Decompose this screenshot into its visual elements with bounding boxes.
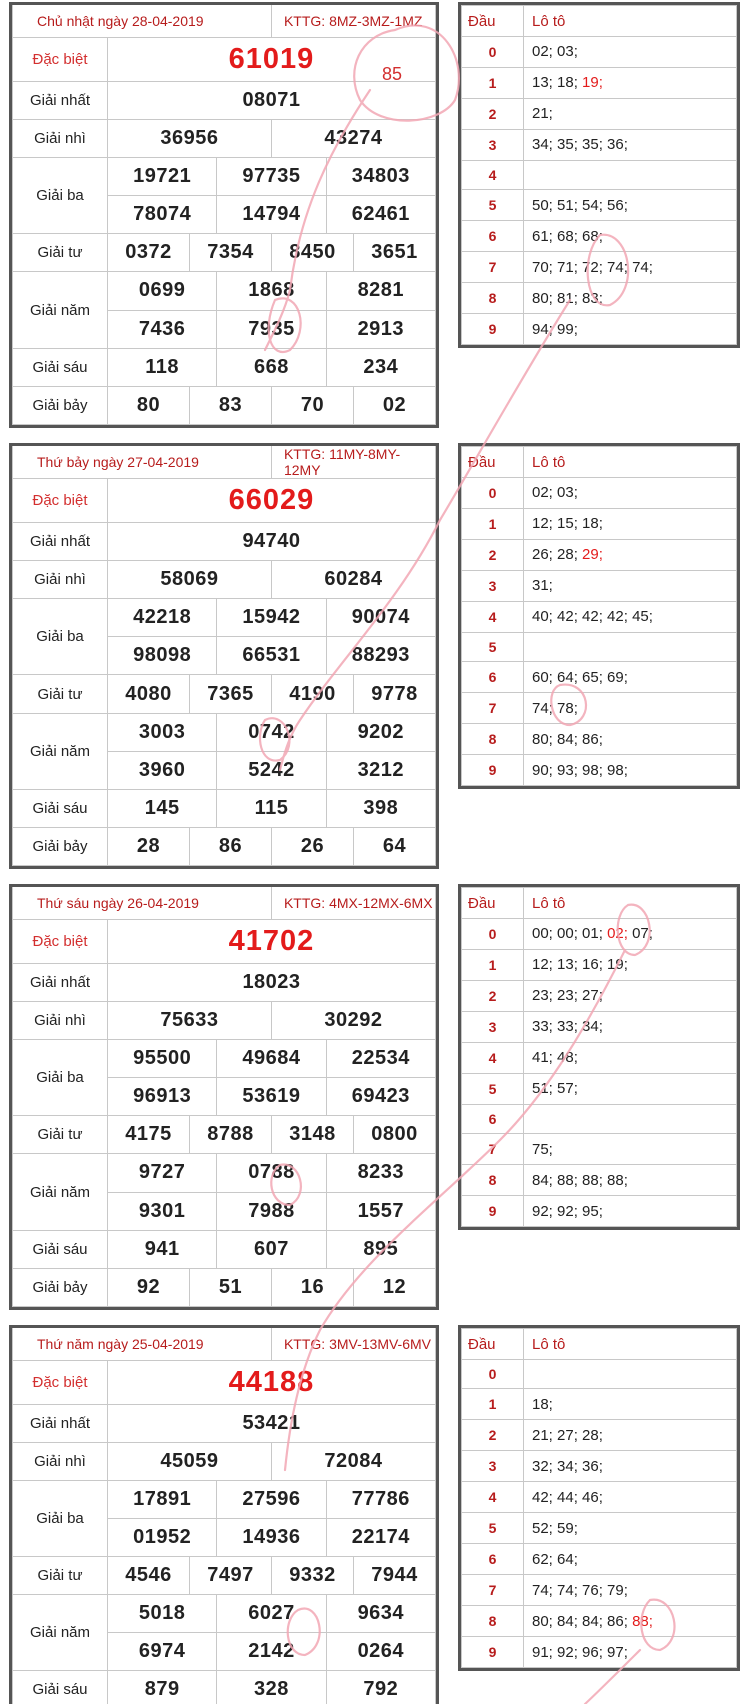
- loto-head: 7: [462, 693, 524, 724]
- loto-values: 32; 34; 36;: [524, 1451, 737, 1482]
- prize-g5: 7436: [108, 310, 217, 348]
- prize-g6: 941: [108, 1230, 217, 1268]
- prize-g7: 86: [189, 827, 271, 865]
- loto-head: 5: [462, 632, 524, 661]
- prize-g5: 0699: [108, 272, 217, 310]
- loto-head-label: Đầu: [462, 6, 524, 37]
- prize-g5: 1868: [217, 272, 326, 310]
- prize-g4: 4175: [108, 1116, 190, 1154]
- loto-head: 4: [462, 1042, 524, 1073]
- loto-values: 50; 51; 54; 56;: [524, 190, 737, 221]
- prize-g7: 12: [353, 1268, 435, 1306]
- prize-g3: 53619: [217, 1078, 326, 1116]
- loto-values: 21;: [524, 98, 737, 129]
- loto-values: 74; 78;: [524, 693, 737, 724]
- draw-code: KTTG: 11MY-8MY-12MY: [271, 446, 435, 479]
- prize-label-db: Đặc biệt: [13, 37, 108, 81]
- loto-head: 8: [462, 1165, 524, 1196]
- prize-g3: 97735: [217, 158, 326, 196]
- prize-label-g1: Giải nhất: [13, 1404, 108, 1442]
- loto-values: 13; 18; 19;: [524, 67, 737, 98]
- prize-g5: 1557: [326, 1192, 435, 1230]
- special-prize: 44188: [108, 1360, 436, 1404]
- loto-head: 5: [462, 190, 524, 221]
- loto-values: 60; 64; 65; 69;: [524, 662, 737, 693]
- prize-g4: 4546: [108, 1556, 190, 1594]
- loto-values: 75;: [524, 1134, 737, 1165]
- prize-g4: 9332: [271, 1556, 353, 1594]
- prize-label-db: Đặc biệt: [13, 479, 108, 523]
- result-table: [9, 443, 439, 869]
- loto-values: 02; 03;: [524, 37, 737, 68]
- loto-table: [458, 443, 740, 789]
- prize-g5: 0264: [326, 1632, 435, 1670]
- loto-head: 3: [462, 1451, 524, 1482]
- prize-g3: 42218: [108, 599, 217, 637]
- prize-label-g1: Giải nhất: [13, 81, 108, 119]
- prize-label-g5: Giải năm: [13, 272, 108, 348]
- loto-values: 80; 84; 86;: [524, 724, 737, 755]
- prize-g6: 328: [217, 1670, 326, 1704]
- loto-head: 3: [462, 129, 524, 160]
- prize-g3: 96913: [108, 1078, 217, 1116]
- prize-label-g2: Giải nhì: [13, 1442, 108, 1480]
- loto-head-label: Đầu: [462, 888, 524, 919]
- loto-values: 42; 44; 46;: [524, 1482, 737, 1513]
- loto-head: 9: [462, 755, 524, 786]
- loto-values: 33; 33; 34;: [524, 1011, 737, 1042]
- prize-g5: 9727: [108, 1154, 217, 1192]
- prize-g1: 94740: [108, 523, 436, 561]
- prize-g7: 02: [353, 386, 435, 424]
- loto-values: 02; 03;: [524, 478, 737, 509]
- prize-g5: 6974: [108, 1632, 217, 1670]
- prize-g6: 879: [108, 1670, 217, 1704]
- prize-g5: 3003: [108, 713, 217, 751]
- loto-values: 12; 13; 16; 19;: [524, 949, 737, 980]
- prize-g4: 0800: [353, 1116, 435, 1154]
- prize-g3: 01952: [108, 1518, 217, 1556]
- result-table: [9, 884, 439, 1310]
- loto-head: 9: [462, 1637, 524, 1668]
- prize-g3: 22174: [326, 1518, 435, 1556]
- prize-g6: 118: [108, 348, 217, 386]
- loto-head: 6: [462, 221, 524, 252]
- loto-head: 8: [462, 1606, 524, 1637]
- prize-label-g4: Giải tư: [13, 675, 108, 713]
- prize-g3: 77786: [326, 1480, 435, 1518]
- loto-head: 2: [462, 539, 524, 570]
- prize-g3: 14794: [217, 196, 326, 234]
- loto-table: [458, 1325, 740, 1671]
- prize-g6: 145: [108, 789, 217, 827]
- prize-g7: 28: [108, 827, 190, 865]
- prize-label-g2: Giải nhì: [13, 119, 108, 157]
- loto-head: 9: [462, 1196, 524, 1227]
- draw-code: KTTG: 8MZ-3MZ-1MZ: [271, 5, 435, 37]
- prize-g5: 7935: [217, 310, 326, 348]
- loto-values: 21; 27; 28;: [524, 1420, 737, 1451]
- loto-head: 0: [462, 1360, 524, 1389]
- prize-label-g7: Giải bảy: [13, 386, 108, 424]
- loto-head: 0: [462, 919, 524, 950]
- prize-label-g3: Giải ba: [13, 599, 108, 675]
- prize-g3: 15942: [217, 599, 326, 637]
- prize-g3: 34803: [326, 158, 435, 196]
- prize-g3: 90074: [326, 599, 435, 637]
- prize-g3: 95500: [108, 1040, 217, 1078]
- result-table: [9, 1325, 439, 1704]
- loto-head: 8: [462, 724, 524, 755]
- draw-date: Chủ nhật ngày 28-04-2019: [13, 5, 272, 37]
- loto-values: 18;: [524, 1389, 737, 1420]
- prize-g5: 9301: [108, 1192, 217, 1230]
- loto-head: 7: [462, 252, 524, 283]
- prize-g4: 4080: [108, 675, 190, 713]
- loto-highlight: 88;: [632, 1612, 653, 1630]
- prize-g3: 78074: [108, 196, 217, 234]
- loto-head: 6: [462, 662, 524, 693]
- prize-g5: 8233: [326, 1154, 435, 1192]
- prize-g6: 895: [326, 1230, 435, 1268]
- loto-head: 3: [462, 1011, 524, 1042]
- prize-g4: 7944: [353, 1556, 435, 1594]
- prize-g4: 7365: [189, 675, 271, 713]
- prize-g6: 115: [217, 789, 326, 827]
- prize-label-g6: Giải sáu: [13, 789, 108, 827]
- prize-label-g3: Giải ba: [13, 1040, 108, 1116]
- prize-g5: 5018: [108, 1594, 217, 1632]
- loto-values: 70; 71; 72; 74; 74;: [524, 252, 737, 283]
- prize-g7: 51: [189, 1268, 271, 1306]
- prize-g3: 17891: [108, 1480, 217, 1518]
- prize-label-g3: Giải ba: [13, 158, 108, 234]
- prize-g5: 0788: [217, 1154, 326, 1192]
- loto-head: 0: [462, 37, 524, 68]
- loto-values: 00; 00; 01; 02; 07;: [524, 919, 737, 950]
- prize-label-g5: Giải năm: [13, 1594, 108, 1670]
- loto-values: 80; 81; 83;: [524, 283, 737, 314]
- prize-g3: 49684: [217, 1040, 326, 1078]
- prize-g7: 92: [108, 1268, 190, 1306]
- loto-values: 34; 35; 35; 36;: [524, 129, 737, 160]
- prize-g4: 8450: [271, 234, 353, 272]
- loto-values: 91; 92; 96; 97;: [524, 1637, 737, 1668]
- handwritten-note: 85: [382, 64, 403, 84]
- loto-highlight: 02;: [607, 925, 628, 943]
- prize-g2: 60284: [271, 561, 435, 599]
- prize-g3: 27596: [217, 1480, 326, 1518]
- prize-label-db: Đặc biệt: [13, 919, 108, 963]
- loto-head-label: Đầu: [462, 1329, 524, 1360]
- prize-g7: 70: [271, 386, 353, 424]
- loto-head: 3: [462, 570, 524, 601]
- prize-g7: 26: [271, 827, 353, 865]
- prize-g5: 2142: [217, 1632, 326, 1670]
- loto-head: 5: [462, 1073, 524, 1104]
- prize-g3: 22534: [326, 1040, 435, 1078]
- prize-g7: 64: [353, 827, 435, 865]
- loto-values: 31;: [524, 570, 737, 601]
- loto-head: 2: [462, 1420, 524, 1451]
- prize-g5: 2913: [326, 310, 435, 348]
- prize-g3: 62461: [326, 196, 435, 234]
- loto-head: 1: [462, 1389, 524, 1420]
- loto-values: 74; 74; 76; 79;: [524, 1575, 737, 1606]
- special-prize: 41702: [108, 919, 436, 963]
- loto-values: 23; 23; 27;: [524, 980, 737, 1011]
- loto-values: [524, 1360, 737, 1389]
- prize-g4: 4190: [271, 675, 353, 713]
- loto-head: 0: [462, 478, 524, 509]
- prize-g3: 98098: [108, 637, 217, 675]
- prize-g6: 398: [326, 789, 435, 827]
- prize-label-g3: Giải ba: [13, 1480, 108, 1556]
- prize-g4: 3651: [353, 234, 435, 272]
- loto-table: [458, 2, 740, 348]
- loto-head: 1: [462, 949, 524, 980]
- loto-values: 40; 42; 42; 42; 45;: [524, 601, 737, 632]
- prize-g1: 08071: [108, 81, 436, 119]
- loto-head-label: Đầu: [462, 447, 524, 478]
- prize-label-g4: Giải tư: [13, 1556, 108, 1594]
- loto-col-label: Lô tô: [524, 447, 737, 478]
- prize-label-g6: Giải sáu: [13, 1230, 108, 1268]
- loto-head: 1: [462, 508, 524, 539]
- loto-table: [458, 884, 740, 1230]
- draw-date: Thứ bảy ngày 27-04-2019: [13, 446, 272, 479]
- prize-g6: 234: [326, 348, 435, 386]
- loto-values: [524, 632, 737, 661]
- prize-g7: 83: [189, 386, 271, 424]
- prize-label-g5: Giải năm: [13, 713, 108, 789]
- prize-g5: 6027: [217, 1594, 326, 1632]
- prize-label-g2: Giải nhì: [13, 1001, 108, 1039]
- prize-g2: 30292: [271, 1001, 435, 1039]
- prize-label-g4: Giải tư: [13, 234, 108, 272]
- loto-values: 62; 64;: [524, 1544, 737, 1575]
- loto-values: 84; 88; 88; 88;: [524, 1165, 737, 1196]
- loto-col-label: Lô tô: [524, 6, 737, 37]
- loto-values: 90; 93; 98; 98;: [524, 755, 737, 786]
- draw-code: KTTG: 4MX-12MX-6MX: [271, 887, 435, 919]
- prize-g5: 3212: [326, 751, 435, 789]
- draw-date: Thứ năm ngày 25-04-2019: [13, 1328, 272, 1360]
- special-prize: 66029: [108, 479, 436, 523]
- loto-values: 92; 92; 95;: [524, 1196, 737, 1227]
- prize-g4: 0372: [108, 234, 190, 272]
- prize-g7: 16: [271, 1268, 353, 1306]
- prize-g5: 5242: [217, 751, 326, 789]
- loto-head: 1: [462, 67, 524, 98]
- loto-values: 26; 28; 29;: [524, 539, 737, 570]
- prize-g6: 668: [217, 348, 326, 386]
- prize-g5: 8281: [326, 272, 435, 310]
- prize-g4: 7354: [189, 234, 271, 272]
- loto-values: 80; 84; 84; 86; 88;: [524, 1606, 737, 1637]
- prize-g1: 18023: [108, 963, 436, 1001]
- prize-g5: 7988: [217, 1192, 326, 1230]
- loto-values: 41; 48;: [524, 1042, 737, 1073]
- prize-g3: 88293: [326, 637, 435, 675]
- loto-values: 51; 57;: [524, 1073, 737, 1104]
- prize-label-db: Đặc biệt: [13, 1360, 108, 1404]
- prize-g4: 3148: [271, 1116, 353, 1154]
- prize-label-g1: Giải nhất: [13, 523, 108, 561]
- prize-g3: 66531: [217, 637, 326, 675]
- prize-g5: 9634: [326, 1594, 435, 1632]
- prize-g5: 0742: [217, 713, 326, 751]
- prize-label-g7: Giải bảy: [13, 1268, 108, 1306]
- loto-head: 5: [462, 1513, 524, 1544]
- loto-highlight: 29;: [582, 546, 603, 564]
- loto-head: 2: [462, 980, 524, 1011]
- prize-g3: 14936: [217, 1518, 326, 1556]
- prize-g2: 45059: [108, 1442, 272, 1480]
- prize-g4: 7497: [189, 1556, 271, 1594]
- loto-head: 4: [462, 1482, 524, 1513]
- loto-highlight: 19;: [582, 74, 603, 92]
- prize-g2: 75633: [108, 1001, 272, 1039]
- loto-head: 9: [462, 314, 524, 345]
- result-table: [9, 2, 439, 428]
- prize-g4: 9778: [353, 675, 435, 713]
- prize-label-g7: Giải bảy: [13, 827, 108, 865]
- prize-g3: 69423: [326, 1078, 435, 1116]
- special-prize: 61019: [108, 37, 436, 81]
- loto-values: [524, 160, 737, 189]
- loto-col-label: Lô tô: [524, 888, 737, 919]
- prize-label-g1: Giải nhất: [13, 963, 108, 1001]
- loto-head: 8: [462, 283, 524, 314]
- loto-head: 7: [462, 1575, 524, 1606]
- prize-label-g6: Giải sáu: [13, 1670, 108, 1704]
- loto-head: 4: [462, 601, 524, 632]
- loto-head: 6: [462, 1104, 524, 1133]
- prize-label-g2: Giải nhì: [13, 561, 108, 599]
- draw-date: Thứ sáu ngày 26-04-2019: [13, 887, 272, 919]
- prize-label-g4: Giải tư: [13, 1116, 108, 1154]
- loto-col-label: Lô tô: [524, 1329, 737, 1360]
- draw-code: KTTG: 3MV-13MV-6MV: [271, 1328, 435, 1360]
- prize-g6: 792: [326, 1670, 435, 1704]
- prize-g2: 43274: [271, 119, 435, 157]
- loto-values: [524, 1104, 737, 1133]
- loto-head: 4: [462, 160, 524, 189]
- prize-g2: 58069: [108, 561, 272, 599]
- loto-head: 7: [462, 1134, 524, 1165]
- prize-g2: 72084: [271, 1442, 435, 1480]
- loto-values: 94; 99;: [524, 314, 737, 345]
- loto-values: 61; 68; 68;: [524, 221, 737, 252]
- prize-g3: 19721: [108, 158, 217, 196]
- prize-g1: 53421: [108, 1404, 436, 1442]
- prize-g5: 9202: [326, 713, 435, 751]
- prize-label-g5: Giải năm: [13, 1154, 108, 1230]
- loto-head: 6: [462, 1544, 524, 1575]
- loto-values: 52; 59;: [524, 1513, 737, 1544]
- prize-g6: 607: [217, 1230, 326, 1268]
- prize-label-g6: Giải sáu: [13, 348, 108, 386]
- loto-values: 12; 15; 18;: [524, 508, 737, 539]
- loto-head: 2: [462, 98, 524, 129]
- prize-g2: 36956: [108, 119, 272, 157]
- prize-g5: 3960: [108, 751, 217, 789]
- prize-g7: 80: [108, 386, 190, 424]
- prize-g4: 8788: [189, 1116, 271, 1154]
